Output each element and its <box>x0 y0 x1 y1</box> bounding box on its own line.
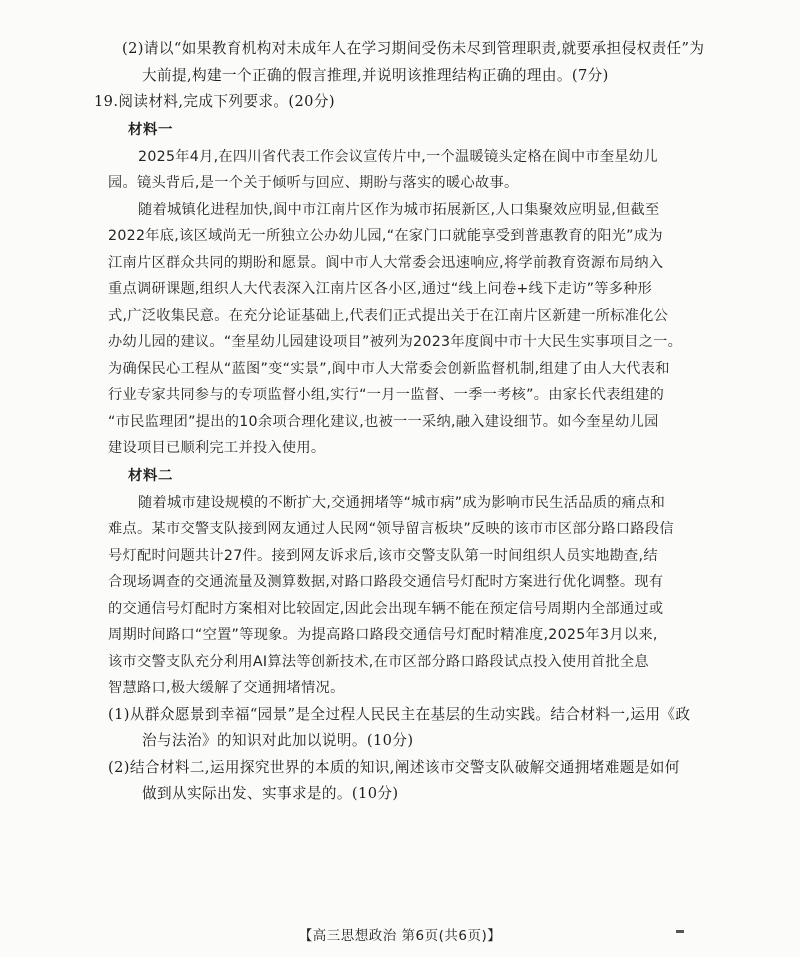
material-1-line-6: 重点调研课题,组织人大代表深入江南片区各小区,通过“线上问卷+线下走访”等多种形 <box>108 281 653 297</box>
sub-question-1-line-2: 治与法治》的知识对此加以说明。(10分) <box>142 732 414 749</box>
material-2-heading: 材料二 <box>128 467 173 484</box>
material-1-line-11: “市民监理团”提出的10余项合理化建议,也被一一采纳,融入建设细节。如今奎星幼儿园 <box>108 413 659 430</box>
material-1-line-10: 行业专家共同参与的专项监督小组,实行“一月一监督、一季一考核”。由家长代表组建的 <box>108 387 665 403</box>
material-2-line-7: 该市交警支队充分利用AI算法等创新技术,在市区部分路口路段试点投入使用首批全息 <box>108 653 649 670</box>
material-2-line-8: 智慧路口,极大缓解了交通拥堵情况。 <box>108 680 345 696</box>
material-1-line-9: 为确保民心工程从“蓝图”变“实景”,阆中市人大常委会创新监督机制,组建了由人大代表和 <box>108 360 670 377</box>
sub-question-2-line-2: 做到从实际出发、实事求是的。(10分) <box>142 785 399 802</box>
material-1-line-5: 江南片区群众共同的期盼和愿景。阆中市人大常委会迅速响应,将学前教育资源布局纳入 <box>108 254 664 271</box>
material-2-line-3: 号灯配时问题共计27件。接到网友诉求后,该市交警支队第一时间组织人员实地勘查,结 <box>108 547 658 564</box>
material-1-line-3: 随着城镇化进程加快,阆中市江南片区作为城市拓展新区,人口集聚效应明显,但截至 <box>138 201 660 218</box>
corner-mark <box>676 930 684 933</box>
material-1-heading: 材料一 <box>128 121 173 138</box>
material-1-line-8: 办幼儿园的建议。“奎星幼儿园建设项目”被列为2023年度阆中市十大民生实事项目之一。 <box>108 334 683 350</box>
sub-question-2-line-1: (2)结合材料二,运用探究世界的本质的知识,阐述该市交警支队破解交通拥堵难题是如何 <box>108 758 680 776</box>
material-2-line-2: 难点。某市交警支队接到网友通过人民网“领导留言板块”反映的该市市区部分路口路段信 <box>108 521 674 537</box>
material-1-line-12: 建设项目已顺利完工并投入使用。 <box>108 440 326 456</box>
material-1-line-2: 园。镜头背后,是一个关于倾听与回应、期盼与落实的暖心故事。 <box>108 175 519 191</box>
sub-question-1-line-1: (1)从群众愿景到幸福“园景”是全过程人民民主在基层的生动实践。结合材料一,运用《政 <box>108 705 691 723</box>
material-2-line-4: 合现场调查的交通流量及测算数据,对路口路段交通信号灯配时方案进行优化调整。现有 <box>108 574 664 590</box>
material-1-line-7: 式,广泛收集民意。在充分论证基础上,代表们正式提出关于在江南片区新建一所标准化公 <box>108 307 669 324</box>
page-footer: 【高三思想政治 第6页(共6页)】 <box>298 928 502 944</box>
material-1-line-4: 2022年底,该区域尚无一所独立公办幼儿园,“在家门口就能享受到普惠教育的阳光”成为 <box>108 228 663 244</box>
q19-title: 19.阅读材料,完成下列要求。(20分) <box>94 93 335 110</box>
sub-question-2 <box>108 755 708 808</box>
material-2 <box>108 462 708 702</box>
sub-question-1 <box>108 702 708 755</box>
material-1 <box>108 116 708 462</box>
q18-part2-line-1: (2)请以“如果教育机构对未成年人在学习期间受伤未尽到管理职责,就要承担侵权责任”为 <box>122 40 705 57</box>
q18-part2-line-2: 大前提,构建一个正确的假言推理,并说明该推理结构正确的理由。(7分) <box>142 66 609 84</box>
q18-part2 <box>108 36 708 89</box>
material-1-line-1: 2025年4月,在四川省代表工作会议宣传片中,一个温暖镜头定格在阆中市奎星幼儿 <box>138 148 658 165</box>
material-2-line-6: 周期时间路口“空置”等现象。为提高路口路段交通信号灯配时精准度,2025年3月以来, <box>108 627 658 643</box>
material-2-line-1: 随着城市建设规模的不断扩大,交通拥堵等“城市病”成为影响市民生活品质的痛点和 <box>138 494 666 511</box>
page-content <box>94 36 708 808</box>
material-2-line-5: 的交通信号灯配时方案相对比较固定,因此会出现车辆不能在预定信号周期内全部通过或 <box>108 600 664 617</box>
